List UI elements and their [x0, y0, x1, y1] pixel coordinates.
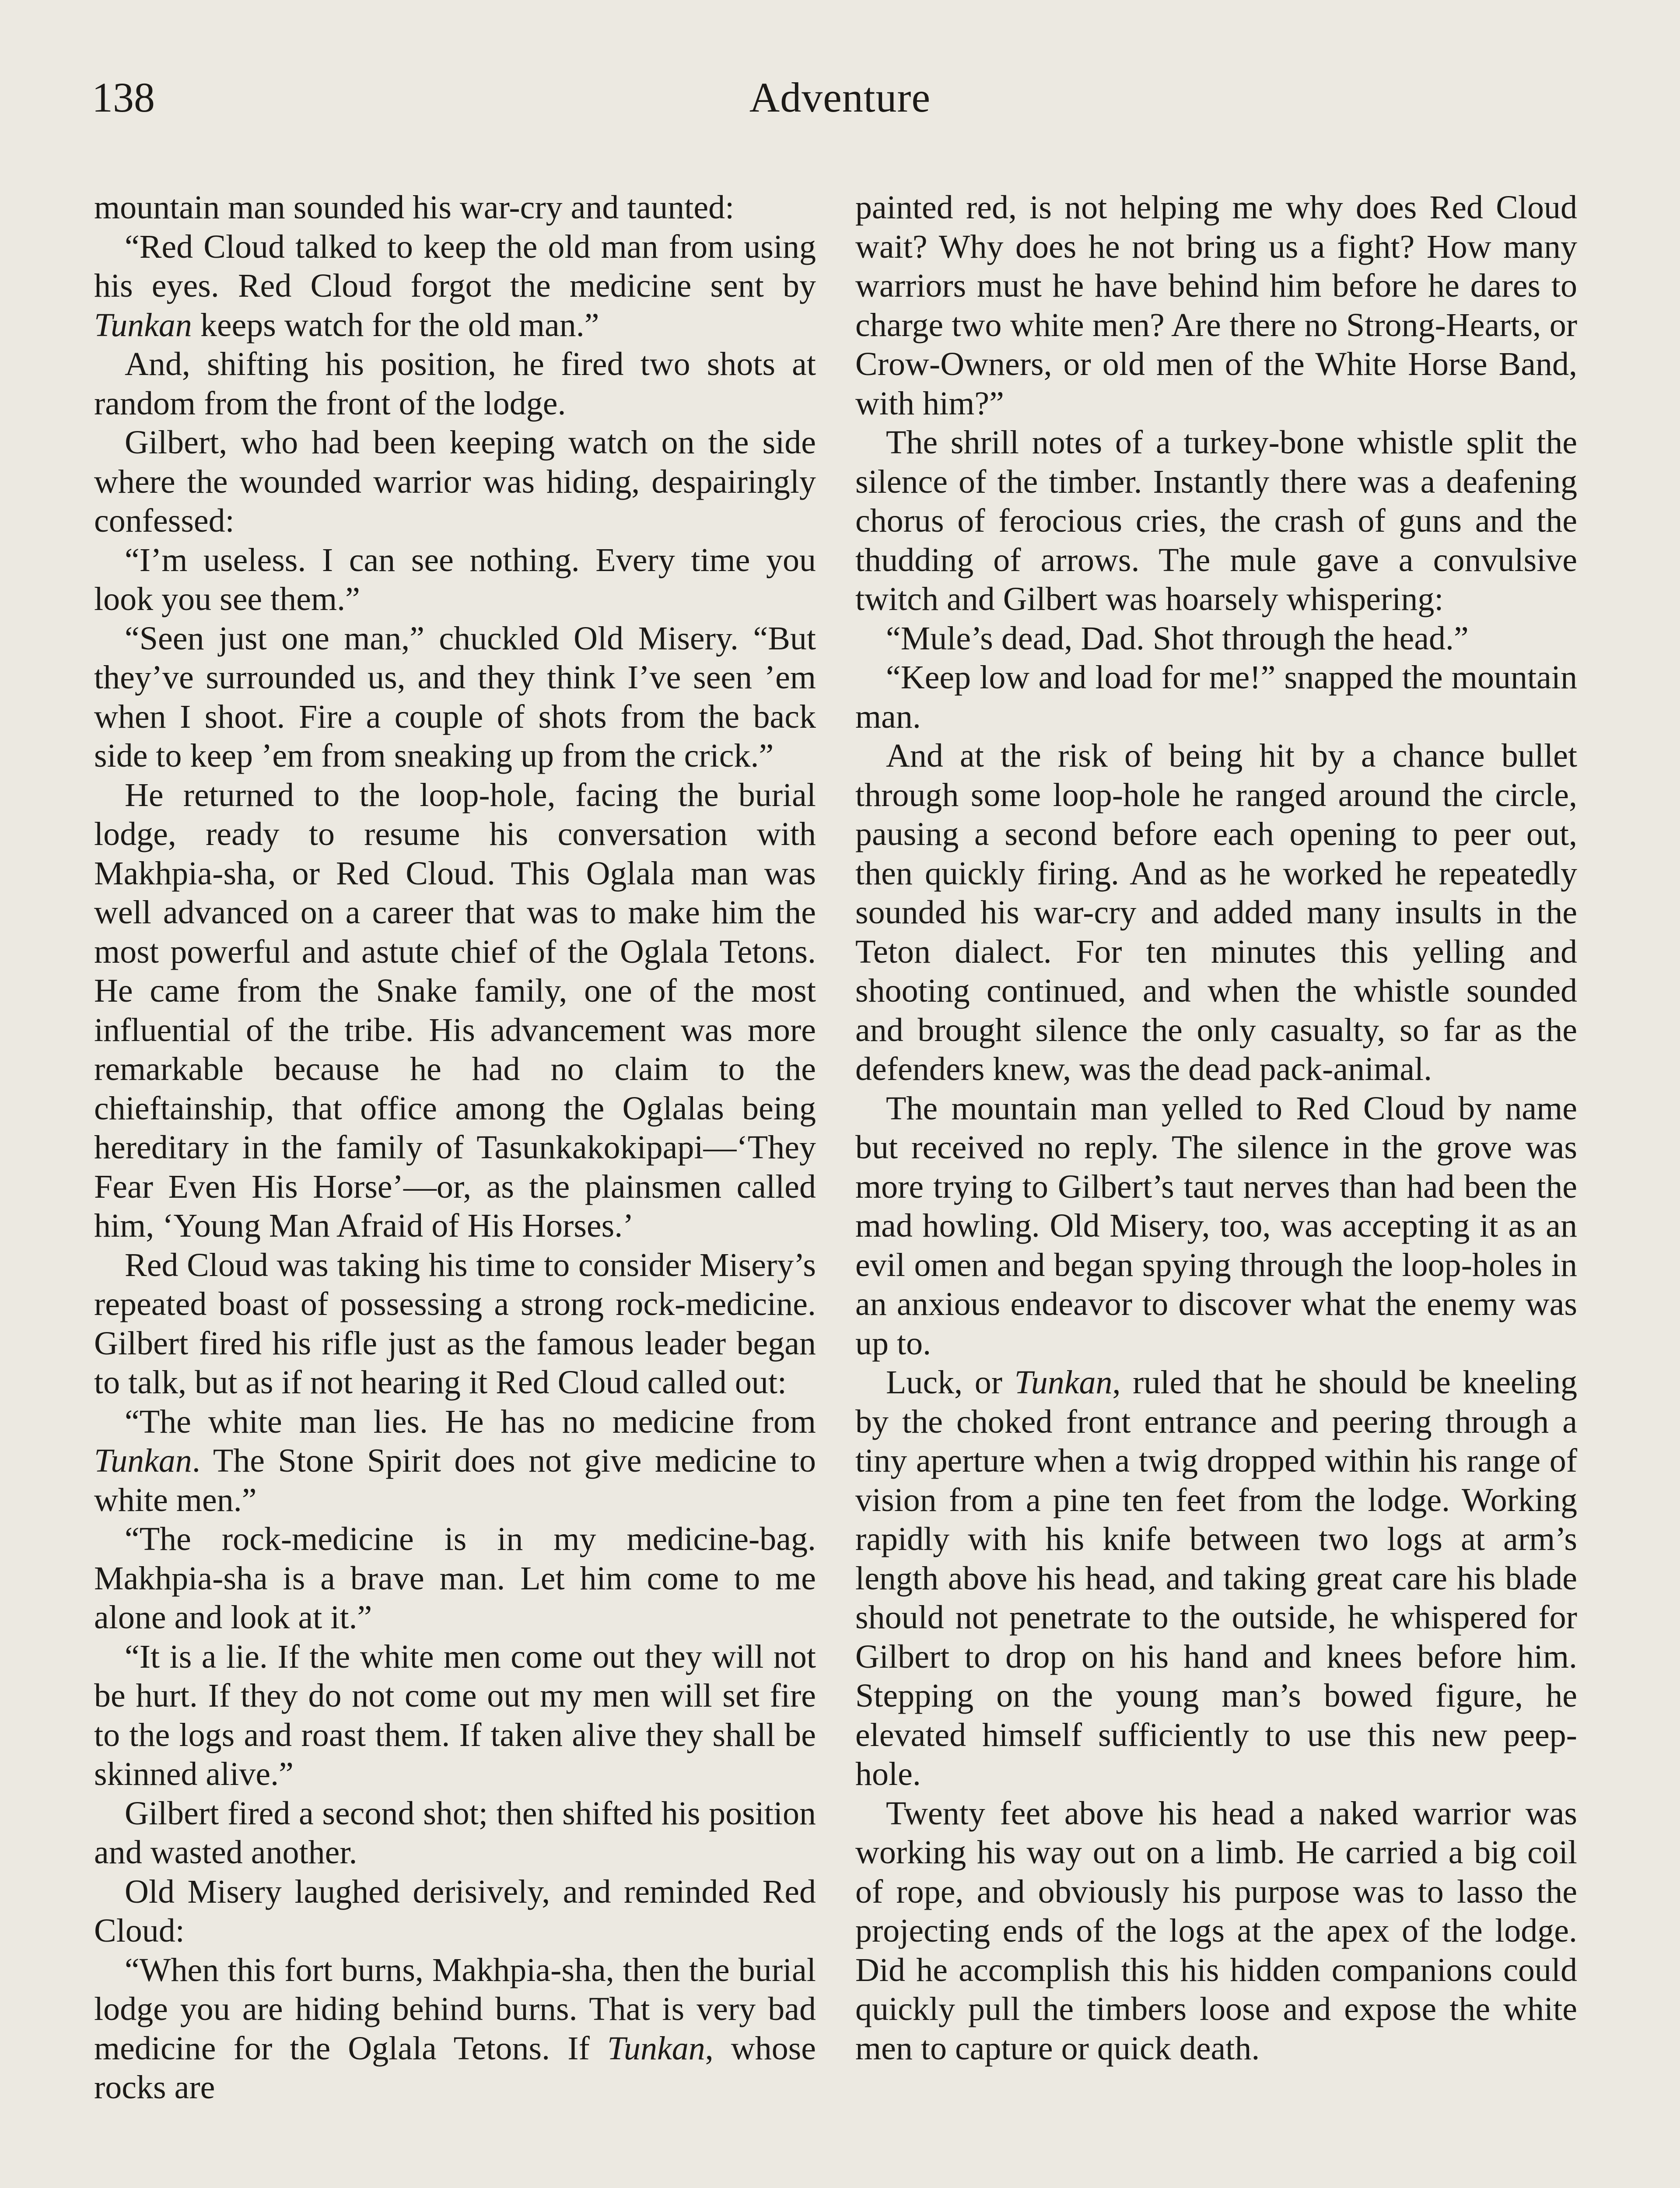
paragraph: Gilbert fired a second shot; then shifted his position and wasted another.	[94, 1795, 816, 1871]
paragraph: Twenty feet above his head a naked warrior was working his way out on a limb. He carried a big coil of rope, and obviously his purpose was to lasso the projecting ends of the logs at the apex of the lodge. Did he accomplish this his hidden companions could quickly pull the timbers loose and expose the white men to capture or quick death.	[855, 1795, 1577, 2067]
paragraph: “It is a lie. If the white men come out they will not be hurt. If they do not come out my men will set fire to the logs and roast them. If taken alive they shall be skinned alive.”	[94, 1638, 816, 1792]
page-number: 138	[92, 74, 155, 121]
paragraph: Old Misery laughed derisively, and reminded Red Cloud:	[94, 1873, 816, 1949]
paragraph: He returned to the loop-hole, facing the burial lodge, ready to resume his conversation with Makhpia-sha, or Red Cloud. This Oglala man was well advanced on a career that was to make him the most powerful and astute chief of the Oglala Tetons. He came from the Snake family, one of the most influential of the tribe. His advancement was more remarkable because he had no claim to the chieftainship, that office among the Oglalas being hereditary in the family of Tasunkakokipapi—‘They Fear Even His Horse’—or, as the plainsmen called him, ‘Young Man Afraid of His Horses.’	[94, 776, 816, 1244]
paragraph: “Mule’s dead, Dad. Shot through the head.”	[886, 620, 1469, 657]
paragraph: Gilbert, who had been keeping watch on the side where the wounded warrior was hiding, despairingly confessed:	[94, 424, 816, 539]
paragraph: The shrill notes of a turkey-bone whistle split the silence of the timber. Instantly there was a deafening chorus of ferocious cries, the crash of guns and the thudding of arrows. The mule gave a convulsive twitch and Gilbert was hoarsely whispering:	[855, 424, 1577, 617]
paragraph: mountain man sounded his war-cry and taunted:	[94, 189, 735, 226]
paragraph: painted red, is not helping me why does Red Cloud wait? Why does he not bring us a fight? How many warriors must he have behind him before he dares to charge two white men? Are there no Strong-Hearts, or Crow-Owners, or old men of the White Horse Band, with him?”	[855, 189, 1577, 422]
paragraph: Red Cloud was taking his time to consider Misery’s repeated boast of possessing a strong rock-medicine. Gilbert fired his rifle just as the famous leader began to talk, but as if not hearing it Red Cloud called out:	[94, 1246, 816, 1401]
italic-name: Tunkan	[607, 2030, 705, 2067]
paragraph: Luck, or Tunkan, ruled that he should be kneeling by the choked front entrance and peering through a tiny aperture when a twig dropped within his range of vision from a pine ten feet from the lodge. Working rapidly with his knife between two logs at arm’s length above his head, and taking great care his blade should not penetrate to the outside, he whispered for Gilbert to drop on his hand and knees before him. Stepping on the young man’s bowed figure, he elevated himself sufficiently to use this new peep-hole.	[855, 1364, 1577, 1792]
left-text-column	[94, 188, 816, 2107]
paragraph: And at the risk of being hit by a chance bullet through some loop-hole he ranged around the circle, pausing a second before each opening to peer out, then quickly firing. And as he worked he repeatedly sounded his war-cry and added many insults in the Teton dialect. For ten minutes this yelling and shooting continued, and when the whistle sounded and brought silence the only casualty, so far as the defenders knew, was the dead pack-animal.	[855, 737, 1577, 1087]
paragraph: “Red Cloud talked to keep the old man from using his eyes. Red Cloud forgot the medicine sent by Tunkan keeps watch for the old man.”	[94, 228, 816, 344]
paragraph: “Seen just one man,” chuckled Old Misery. “But they’ve surrounded us, and they think I’ve seen ’em when I shoot. Fire a couple of shots from the back side to keep ’em from sneaking up from the crick.”	[94, 620, 816, 774]
page-header	[92, 74, 1588, 147]
paragraph: “Keep low and load for me!” snapped the mountain man.	[855, 659, 1577, 735]
paragraph: “The white man lies. He has no medicine from Tunkan. The Stone Spirit does not give medicine to white men.”	[94, 1403, 816, 1518]
paragraph: “When this fort burns, Makhpia-sha, then the burial lodge you are hiding behind burns. That is very bad medicine for the Oglala Tetons. If Tunkan, whose rocks are	[94, 1951, 816, 2106]
running-title: Adventure	[749, 74, 931, 121]
paragraph: And, shifting his position, he fired two shots at random from the front of the lodge.	[94, 346, 816, 422]
italic-name: Tunkan	[94, 306, 192, 344]
italic-name: Tunkan	[94, 1442, 192, 1479]
paragraph: “I’m useless. I can see nothing. Every time you look you see them.”	[94, 541, 816, 617]
italic-name: Tunkan	[1014, 1364, 1113, 1401]
paragraph: “The rock-medicine is in my medicine-bag. Makhpia-sha is a brave man. Let him come to me alone and look at it.”	[94, 1521, 816, 1636]
right-text-column	[855, 188, 1577, 2068]
paragraph: The mountain man yelled to Red Cloud by name but received no reply. The silence in the grove was more trying to Gilbert’s taut nerves than had been the mad howling. Old Misery, too, was accepting it as an evil omen and began spying through the loop-holes in an anxious endeavor to discover what the enemy was up to.	[855, 1090, 1577, 1362]
